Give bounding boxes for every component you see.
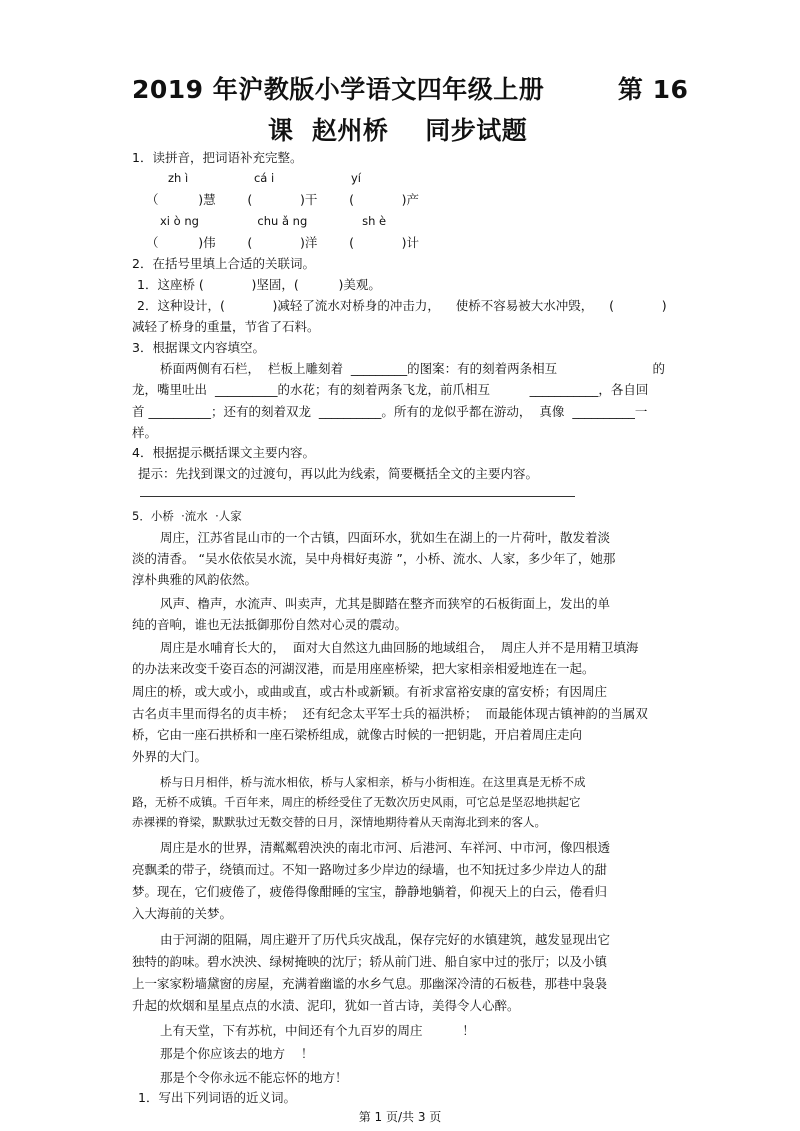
q3-line2: 龙，嘴里吐出 __________的水花；有的刻着两条飞龙，前爪相互 ___________，各自回 — [132, 382, 649, 397]
q5-para1-l2: 淡的清香。 “吴水依依吴水流，吴中舟楫好夷游 ”，小桥、流水、人家，多少年了，她那 — [132, 551, 616, 566]
q5-sub1: 1．写出下列词语的近义词。 — [138, 1090, 296, 1105]
q5-para1-l1: 周庄，江苏省昆山市的一个古镇，四面环水，犹如生在湖上的一片荷叶，散发着淡 — [160, 530, 611, 545]
doc-title-line1: 2019 年沪教版小学语文四年级上册 第 16 — [132, 75, 689, 104]
q1-pinyin-row2: xi ò ng chu ǎ ng sh è — [160, 214, 387, 228]
page-footer: 第 1 页/共 3 页 — [358, 1110, 442, 1124]
q5-para5-l2: 路，无桥不成镇。千百年来，周庄的桥经受住了无数次历史风雨，可它总是坚忍地拱起它 — [132, 795, 581, 809]
q5-para7-l2: 独特的韵味。碧水泱泱、绿树掩映的沈厅；轿从前门进、船自家中过的张厅；以及小镇 — [132, 954, 608, 969]
q5-para10: 那是个令你永远不能忘怀的地方！ — [160, 1070, 348, 1085]
q5-para7-l4: 升起的炊烟和星星点点的水渍、泥印，犹如一首古诗，美得令人心醉。 — [132, 998, 520, 1013]
q5-para5-l3: 赤裸裸的脊梁，默默驮过无数交替的日月，深情地期待着从天南海北到来的客人。 — [132, 815, 546, 829]
q2-item1: 1．这座桥 ( )坚固，( )美观。 — [137, 277, 381, 292]
q5-para6-l3: 梦。现在，它们疲倦了，疲倦得像酣睡的宝宝，静静地躺着，仰视天上的白云，倦看归 — [132, 884, 608, 899]
q2-heading: 2．在括号里填上合适的关联词。 — [132, 256, 315, 271]
q5-para4-l2: 古名贞丰里而得名的贞丰桥； 还有纪念太平军士兵的福洪桥； 而最能体现古镇神韵的当属双 — [132, 706, 648, 721]
q5-heading: 5．小桥 ·流水 ·人家 — [132, 509, 242, 523]
q5-para3-l2: 的办法来改变千姿百态的河湖汊港，而是用座座桥梁，把大家相亲相爱地连在一起。 — [132, 661, 595, 676]
q4-heading: 4．根据提示概括课文主要内容。 — [132, 445, 315, 460]
q5-para2-l2: 纯的音响，谁也无法抵御那份自然对心灵的震动。 — [132, 617, 408, 632]
q3-line1: 桥面两侧有石栏， 栏板上雕刻着 _________的图案：有的刻着两条相互 的 — [160, 361, 666, 376]
q5-para4-l3: 桥，它由一座石拱桥和一座石梁桥组成，就像古时候的一把钥匙，开启着周庄走向 — [132, 727, 583, 742]
q5-para4-l4: 外界的大门。 — [132, 749, 208, 764]
q5-para7-l3: 上一家家粉墙黛窗的房屋，充满着幽谧的水乡气息。那幽深冷清的石板巷，那巷中袅袅 — [132, 976, 608, 991]
answer-line — [140, 496, 575, 497]
q5-para5-l1: 桥与日月相伴，桥与流水相依，桥与人家相亲，桥与小街相连。在这里真是无桥不成 — [160, 775, 586, 789]
q5-para6-l4: 入大海前的关梦。 — [132, 906, 233, 921]
q1-blank-row2: （ )伟 ( )洋 ( )计 — [146, 235, 420, 250]
q5-para7-l1: 由于河湖的阻隔，周庄避开了历代兵灾战乱，保存完好的水镇建筑，越发显现出它 — [160, 932, 611, 947]
q5-para6-l1: 周庄是水的世界，清粼粼碧泱泱的南北市河、后港河、车祥河、中市河，像四根透 — [160, 840, 611, 855]
doc-title-line2: 课 赵州桥 同步试题 — [268, 116, 528, 145]
q2-item2: 2．这种设计，( )减轻了流水对桥身的冲击力， 使桥不容易被大水冲毁， ( ) — [137, 298, 667, 313]
q5-para3-l1: 周庄是水哺育长大的， 面对大自然这九曲回肠的地域组合， 周庄人并不是用精卫填海 — [160, 640, 639, 655]
q5-para9: 那是个你应该去的地方 ！ — [160, 1046, 314, 1061]
q3-line3: 首 __________；还有的刻着双龙 __________。所有的龙似乎都在游动， 真像 __________一 — [132, 404, 648, 419]
q5-para2-l1: 风声、橹声，水流声、叫卖声，尤其是脚踏在整齐而狭窄的石板街面上，发出的单 — [160, 596, 611, 611]
q3-heading: 3．根据课文内容填空。 — [132, 340, 265, 355]
q1-pinyin-row1: zh ì cá i yí — [168, 171, 361, 185]
q5-para1-l3: 淳朴典雅的风韵依然。 — [132, 572, 258, 587]
q5-para6-l2: 亮飘柔的带子，绕镇而过。不知一路吻过多少岸边的绿墙，也不知抚过多少岸边人的甜 — [132, 862, 608, 877]
q5-para4-l1: 周庄的桥，或大或小，或曲或直，或古朴或新颖。有祈求富裕安康的富安桥；有因周庄 — [132, 684, 608, 699]
q4-hint: 提示：先找到课文的过渡句，再以此为线索，简要概括全文的主要内容。 — [138, 466, 539, 481]
q1-heading: 1．读拼音，把词语补充完整。 — [132, 150, 303, 165]
q5-para8: 上有天堂，下有苏杭，中间还有个九百岁的周庄 ！ — [160, 1023, 475, 1038]
q3-line4: 样。 — [132, 425, 158, 440]
q1-blank-row1: （ )慧 ( )干 ( )产 — [146, 192, 420, 207]
q2-item2-cont: 减轻了桥身的重量，节省了石料。 — [132, 319, 320, 334]
